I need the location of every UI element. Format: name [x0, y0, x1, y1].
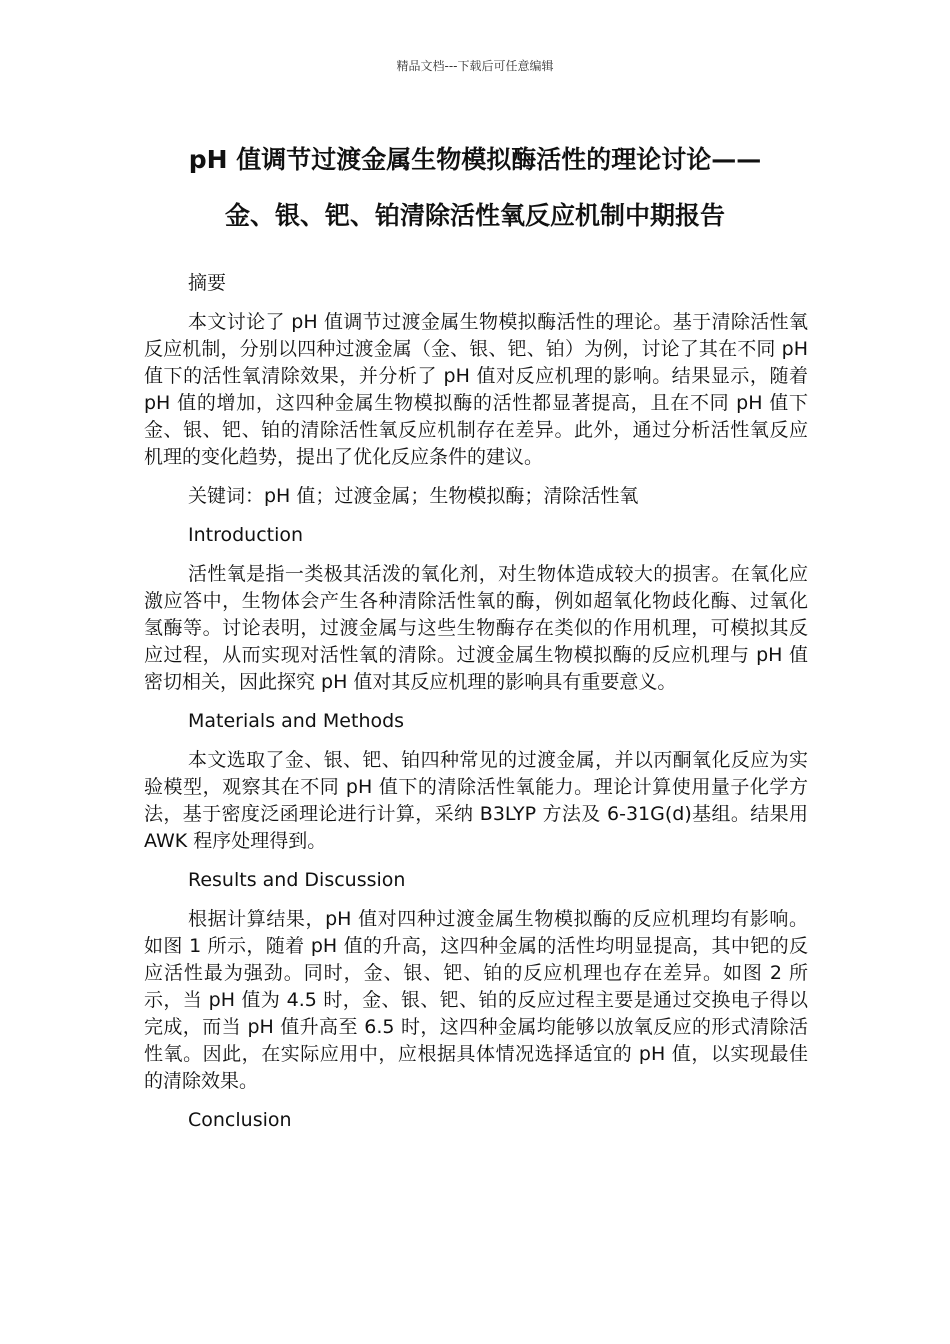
results-heading: Results and Discussion [188, 869, 406, 891]
document-title-line-1: pH 值调节过渡金属生物模拟酶活性的理论讨论—— [188, 145, 762, 174]
introduction-paragraph: 活性氧是指一类极其活泼的氧化剂，对生物体造成较大的损害。在氧化应激应答中，生物体会产生各种清除活性氧的酶，例如超氧化物歧化酶、过氧化氢酶等。讨论表明，过渡金属与这些生物酶存在类似的作用机理，可模拟其反应过程，从而实现对活性氧的清除。过渡金属生物模拟酶的反应机理与 pH 值密切相关，因此探究 pH 值对其反应机理的影响具有重要意义。 [144, 563, 808, 693]
methods-heading: Materials and Methods [188, 710, 405, 732]
abstract-paragraph: 本文讨论了 pH 值调节过渡金属生物模拟酶活性的理论。基于清除活性氧反应机制，分别以四种过渡金属（金、银、钯、铂）为例，讨论了其在不同 pH 值下的活性氧清除效果，并分析了 pH 值对反应机理的影响。结果显示，随着 pH 值的增加，这四种金属生物模拟酶的活性都显著提高，且在不同 pH 值下金、银、钯、铂的清除活性氧反应机制存在差异。此外，通过分析活性氧反应机理的变化趋势，提出了优化反应条件的建议。 [144, 311, 808, 468]
results-paragraph: 根据计算结果，pH 值对四种过渡金属生物模拟酶的反应机理均有影响。如图 1 所示，随着 pH 值的升高，这四种金属的活性均明显提高，其中钯的反应活性最为强劲。同时，金、银、钯、铂的反应机理也存在差异。如图 2 所示，当 pH 值为 4.5 时，金、银、钯、铂的反应过程主要是通过交换电子得以完成，而当 pH 值升高至 6.5 时，这四种金属均能够以放氧反应的形式清除活性氧。因此，在实际应用中，应根据具体情况选择适宜的 pH 值，以实现最佳的清除效果。 [144, 908, 808, 1092]
document-body [144, 270, 808, 1146]
conclusion-heading: Conclusion [188, 1109, 292, 1131]
keywords-line: 关键词：pH 值；过渡金属；生物模拟酶；清除活性氧 [188, 485, 639, 507]
introduction-heading: Introduction [188, 524, 304, 546]
page-header-note: 精品文档---下载后可任意编辑 [396, 59, 554, 73]
methods-paragraph: 本文选取了金、银、钯、铂四种常见的过渡金属，并以丙酮氧化反应为实验模型，观察其在不同 pH 值下的清除活性氧能力。理论计算使用量子化学方法，基于密度泛函理论进行计算，采纳 B3LYP 方法及 6-31G(d)基组。结果用 AWK 程序处理得到。 [144, 749, 808, 852]
document-title-line-2: 金、银、钯、铂清除活性氧反应机制中期报告 [224, 201, 725, 230]
abstract-heading: 摘要 [188, 272, 227, 294]
